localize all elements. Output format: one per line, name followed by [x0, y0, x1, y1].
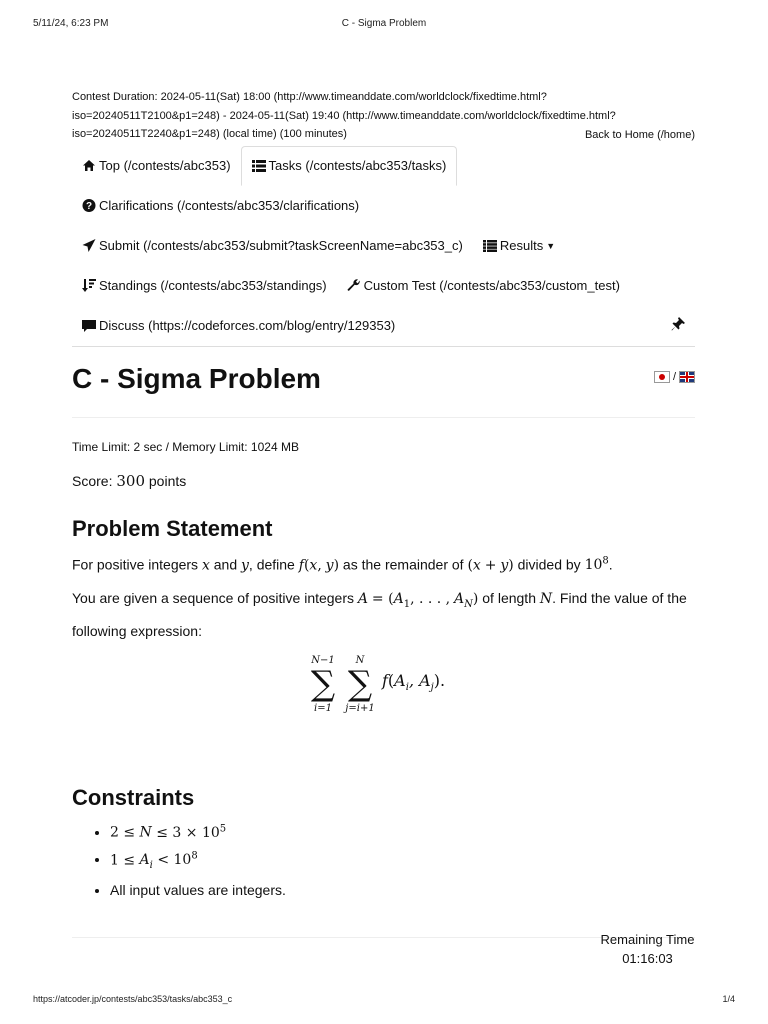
list-icon [252, 160, 266, 172]
tab-discuss-label: Discuss (https://codeforces.com/blog/entry/129353) [99, 318, 396, 333]
tab-top-label: Top (/contests/abc353) [99, 158, 231, 173]
list-icon [483, 240, 497, 252]
tab-tasks-label: Tasks (/contests/abc353/tasks) [268, 158, 447, 173]
pin-icon[interactable] [671, 317, 685, 334]
limits-text: Time Limit: 2 sec / Memory Limit: 1024 MB [72, 439, 299, 454]
japan-flag-icon[interactable] [654, 371, 670, 383]
statement-paragraph: For positive integers x and y, define f(x, y) as the remainder of (x + y) divided by $10^8$. [72, 555, 613, 574]
tab-top[interactable] [72, 146, 241, 186]
score-unit: points [145, 472, 187, 489]
tab-standings-label: Standings (/contests/abc353/standings) [99, 278, 327, 293]
print-datetime: 5/11/24, 6:23 PM [33, 18, 109, 29]
constraints-heading: Constraints [72, 784, 195, 810]
list-item: • $1 \le A_i < 10^8$ [110, 845, 695, 878]
score-label: Score: [72, 472, 117, 489]
remaining-time [560, 930, 735, 968]
outer-sum: N−1 ∑ i=1 [310, 654, 336, 714]
svg-text:?: ? [85, 201, 93, 212]
nav-row [72, 146, 695, 186]
tab-clarifications-label: Clarifications (/contests/abc353/clarifications) [99, 198, 360, 213]
nav-row [72, 226, 695, 266]
score-text [72, 472, 695, 490]
comment-icon [82, 320, 96, 332]
tab-tasks[interactable] [241, 146, 458, 186]
tab-submit[interactable] [72, 226, 473, 266]
language-separator: / [672, 370, 676, 383]
list-item: • All input values are integers. [110, 878, 695, 902]
tab-submit-label: Submit (/contests/abc353/submit?taskScreenName=abc353_c) [99, 238, 463, 253]
back-home-link[interactable]: Back to Home (/home) [584, 129, 695, 141]
tab-results-label: Results [499, 238, 544, 253]
remaining-time-value: 01:16:03 [622, 951, 673, 966]
sort-icon [82, 279, 96, 292]
constraints-list [72, 817, 695, 902]
print-url: https://atcoder.jp/contests/abc353/tasks/abc353_c [33, 994, 233, 1004]
tab-discuss[interactable] [72, 306, 405, 346]
main-content [72, 88, 695, 938]
tab-custom-test[interactable] [337, 266, 630, 306]
tab-custom-test-label: Custom Test (/contests/abc353/custom_test) [363, 278, 620, 293]
nav-row [72, 306, 695, 346]
remaining-time-label: Remaining Time [600, 932, 695, 947]
sum-expression [72, 655, 695, 723]
language-switcher [654, 371, 695, 383]
tab-results[interactable] [473, 226, 565, 266]
chevron-down-icon: ▼ [546, 240, 556, 251]
statement-heading: Problem Statement [72, 515, 273, 541]
contest-nav [72, 146, 695, 347]
nav-row [72, 266, 695, 306]
page-title: C - Sigma Problem [72, 362, 321, 394]
contest-info [72, 88, 695, 144]
question-icon [82, 199, 96, 212]
send-icon [82, 239, 96, 252]
contest-duration-line: Contest Duration: 2024-05-11(Sat) 18:00 (http://www.timeanddate.com/worldclock/fixedtime.html? [72, 91, 547, 103]
uk-flag-icon[interactable] [679, 371, 695, 383]
print-header [33, 18, 735, 32]
list-item: • $2 \le N \le 3 \times 10^5$ [110, 817, 695, 845]
home-icon [82, 159, 96, 172]
print-page-number: 1/4 [722, 994, 735, 1004]
inner-sum: N ∑ j=i+1 [345, 654, 375, 714]
tab-standings[interactable] [72, 266, 337, 306]
wrench-icon [347, 279, 361, 292]
nav-row [72, 186, 695, 226]
score-value: 300 [116, 471, 145, 490]
contest-duration-line: iso=20240511T2100&p1=248) - 2024-05-11(Sat) 19:40 (http://www.timeanddate.com/worldclock/fixedtime.html? [72, 109, 616, 122]
title-row [72, 347, 695, 418]
contest-duration [72, 88, 632, 144]
print-footer [33, 994, 735, 1008]
statement-paragraph: You are given a sequence of positive integers $A = (A_1$, . . . , $A_N$) of length N. Find the value of the following expression: [72, 590, 687, 639]
contest-duration-line: iso=20240511T2240&p1=248) (local time) (100 minutes) [72, 128, 347, 140]
print-title: C - Sigma Problem [341, 18, 427, 29]
sum-term: $f(A_i$, $A_j$). [382, 670, 446, 694]
tab-clarifications[interactable] [72, 186, 369, 226]
